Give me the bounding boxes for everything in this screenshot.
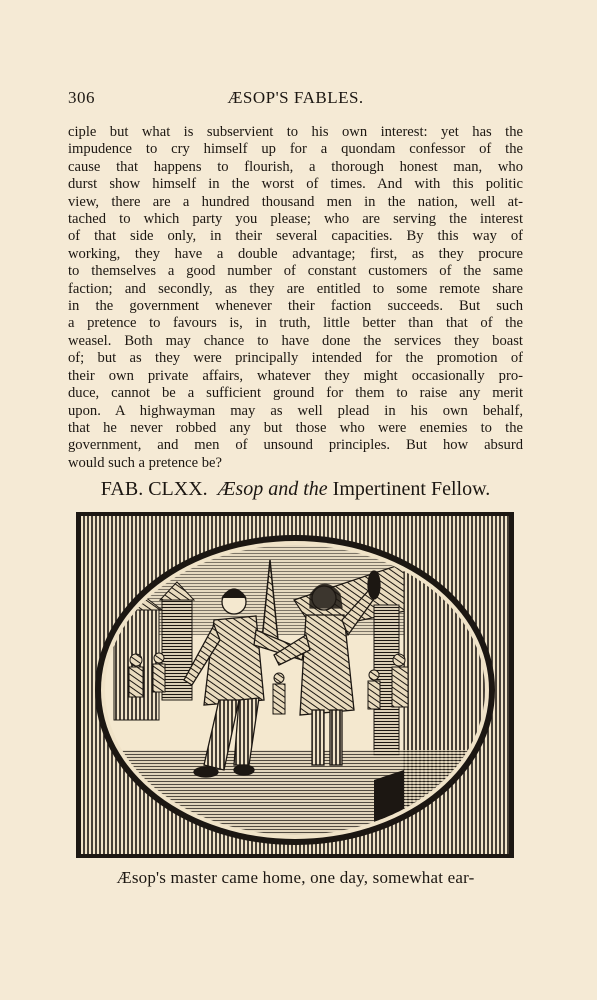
text-line: working, they have a double advantage; first, as they procure bbox=[68, 245, 523, 262]
running-head bbox=[68, 88, 523, 112]
text-line: ciple but what is subservient to his own interest: yet has the bbox=[68, 124, 523, 140]
fable-title-aesop: Æsop bbox=[217, 478, 264, 500]
text-line: upon. A highwayman may as well plead in his own behalf, bbox=[68, 402, 523, 419]
text-line: that he never robbed any but those who were enemies to the bbox=[68, 419, 523, 436]
text-line: duce, cannot be a sufficient ground for them to raise any merit bbox=[68, 385, 523, 402]
continuation-text: Æsop's master came home, one day, somewhat ear- bbox=[116, 868, 475, 887]
text-line: of that side only, in their several capacities. By this way of bbox=[68, 228, 523, 245]
running-title: ÆSOP'S FABLES. bbox=[227, 88, 364, 107]
text-line: weasel. Both may chance to have done the services they boast bbox=[68, 332, 523, 349]
text-line: a pretence to favours is, in truth, little better than that of the bbox=[68, 315, 523, 332]
body-text bbox=[68, 124, 523, 472]
text-line: view, there are a hundred thousand men in the nation, well at- bbox=[68, 193, 523, 210]
fable-title-conj: and the bbox=[268, 478, 328, 500]
text-line: would such a pretence be? bbox=[68, 454, 222, 471]
text-line: cause that happens to flourish, a thorough honest man, who bbox=[68, 158, 523, 175]
text-line: to themselves a good number of constant customers of the same bbox=[68, 263, 523, 280]
text-line: of; but as they were principally intended for the promotion of bbox=[68, 350, 523, 367]
text-line: tached to which party you please; who are serving the interest bbox=[68, 211, 523, 228]
text-line: faction; and secondly, as they are entitled to some remote share bbox=[68, 280, 523, 297]
text-line: durst show himself in the worst of times. And with this politic bbox=[68, 176, 523, 193]
page-number: 306 bbox=[68, 88, 95, 107]
tower bbox=[162, 600, 192, 700]
woodcut-illustration bbox=[74, 510, 516, 860]
fable-heading bbox=[68, 478, 523, 501]
text-line: government, and men of unsound principles. But how absurd bbox=[68, 437, 523, 454]
text-line: their own private affairs, whatever they might occasionally pro- bbox=[68, 367, 523, 384]
fable-title-rest: Impertinent Fellow. bbox=[332, 478, 491, 500]
fable-number: FAB. CLXX. bbox=[100, 478, 208, 500]
text-line: in the government whenever their faction succeeds. But such bbox=[68, 298, 523, 315]
text-line: impudence to cry himself up for a quondam confessor of the bbox=[68, 141, 523, 158]
